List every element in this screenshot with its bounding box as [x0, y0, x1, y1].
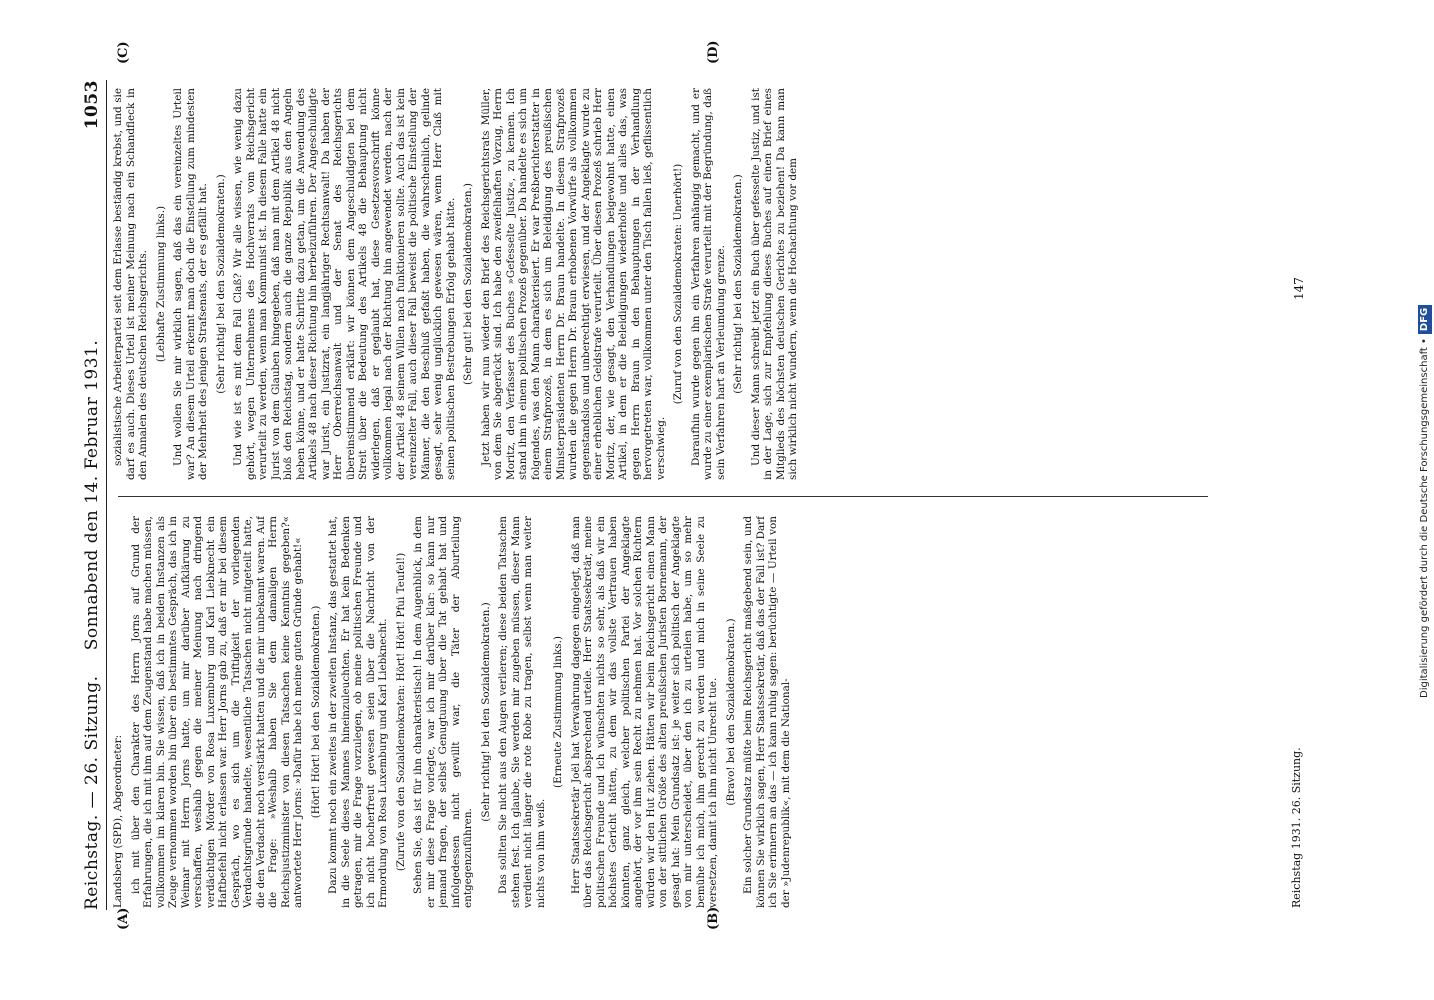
- dfg-badge: DFG: [1418, 305, 1432, 334]
- paragraph: Jetzt haben wir nun wieder den Brief des Reichsgerichtsrats Müller, von dem Sie abgerückt sind. Ich habe den zweifelhaften Vorzug, Herrn Moritz, den Verfasser des Buches »Gefesselte Justiz«, zu kennen. Ich stand ihm in einem politischen Prozeß gegenüber. Da handelte es sich um folgendes, was den Mann charakterisiert. Er war Preßberichterstatter in einem Strafprozeß, in dem es sich um Beleidigung des preußischen Ministerpräsidenten Herrn Dr. Braun handelte. In diesem Strafprozeß wurden die gegen Herrn Dr. Braun erhobenen Vorwürfe als vollkommen gegenstandslos und unberechtigt erwiesen, und der Angeklagte wurde zu einer erheblichen Geldstrafe verurteilt. Über diesen Prozeß schrieb Herr Moritz, der, wie gesagt, den Verhandlungen beigewohnt hatte, einen Artikel, in dem er die Beleidigungen wiederholte und alles das, was gegen Herrn Braun in den Behauptungen in der Verhandlung hervorgetreten war, vollkommen unter den Tisch fallen ließ, geflissentlich verschwieg.: [479, 88, 667, 480]
- interjection: (Sehr richtig! bei den Sozialdemokraten.): [214, 174, 227, 394]
- interjection: (Sehr richtig! bei den Sozialdemokraten.): [479, 602, 492, 822]
- paragraph: Dazu kommt noch ein zweites in der zweiten Instanz, das gestattet hat, in die Seele dieses Mannes hineinzuleuchten. Er hat kein Bedenken getragen, mir die Frage vorzulegen, ob meine politischen Freunde und ich nicht hocherfreut gewesen seien über die Nachricht von der Ermordung von Rosa Luxemburg und Karl Liebknecht.: [327, 516, 389, 908]
- paragraph: ich mit über den Charakter des Herrn Jorns auf Grund der Erfahrungen, die ich mit ihm auf dem Zeugenstand habe machen müssen, vollkommen im klaren bin. Sie wissen, daß ich in beiden Instanzen als Zeuge vernommen worden bin über ein bestimmtes Gespräch, das ich in Weimar mit Herrn Jorns hatte, um mir darüber Aufklärung zu verschaffen, weshalb gegen die meiner Meinung nach dringend verdächtigen Mörder von Rosa Luxemburg und Karl Liebknecht ein Haftbefehl nicht erlassen war. Herr Jorns gab zu, daß er mir bei diesem Gespräch, wo es sich um die Triftigkeit der vorliegenden Verdachtsgründe handelte, wesentliche Tatsachen nicht mitgeteilt hatte, die den Verdacht noch verstärkt hatten und die mir unbekannt waren. Auf die Frage: »Weshalb haben Sie dem damaligen Herrn Reichsjustizminister von diesen Tatsachen keine Kenntnis gegeben?« antwortete Herr Jorns: »Dafür habe ich meine guten Gründe gehabt!«: [129, 516, 304, 908]
- margin-marker-a: (A): [116, 907, 131, 930]
- interjection: (Sehr richtig! bei den Sozialdemokraten.): [732, 174, 744, 394]
- paragraph: Und wollen Sie mir wirklich sagen, daß das ein vereinzeltes Urteil war? An diesem Urteil erkennt man doch die Einstellung zum mindesten der Mehrheit des jenigen Strafsenats, der es gefällt hat.: [172, 88, 209, 480]
- side-credit: [1418, 8, 1432, 698]
- interjection: (Erneute Zustimmung links.): [552, 636, 564, 788]
- credit-text: Digitalisierung gefördert durch die Deutsche Forschungsgemeinschaft •: [1419, 338, 1430, 698]
- paragraph: sozialistische Arbeiterpartei seit dem Erlasse beständig krebst, und sie darf es auch. Dieses Urteil ist meiner Meinung nach ein Schandfleck in den Annalen des deutschen Reichsgerichts.: [112, 88, 149, 480]
- paragraph: Und wie ist es mit dem Fall Claß? Wir alle wissen, wie wenig dazu gehört, wegen Unternehmens des Hochverrats vom Reichsgericht verurteilt zu werden, wenn man Kommunist ist. In diesem Falle hatte ein Jurist von dem Glauben hingegeben, daß man mit dem Artikel 48 nicht bloß den Reichstag, sondern auch die ganze Republik aus den Angeln heben könne, und er hatte Schritte dazu getan, um die Anwendung des Artikels 48 nach dieser Richtung hin herbeizuführen. Der Angeschuldigte war Jurist, ein Justizrat, ein langjähriger Rechtsanwalt! Da haben der Herr Oberreichsanwalt und der Senat des Reichsgerichts übereinstimmend erklärt: wir können dem Angeschuldigten bei dem Streit über die Bedeutung des Artikels 48 die Behauptung nicht widerlegen, daß er geglaubt hat, diese Gesetzesvorschrift könne vollkommen legal nach der Richtung hin angewendet werden, nach der der Artikel 48 seinem Willen nach funktionieren sollte. Auch das ist kein vereinzelter Fall, auch dieser Fall beweist die politische Einstellung der Männer, die den Beschluß gefaßt haben, die wahrscheinlich, gelinde gesagt, sehr wenig unglücklich gewesen wären, wenn Herr Claß mit seinen politischen Bestrebungen Erfolg gehabt hätte.: [232, 88, 457, 480]
- left-column: [112, 516, 1282, 908]
- paragraph: Herr Staatssekretär Joël hat Verwahrung dagegen eingelegt, daß man über das Reichsgericht absprechend urteile. Herr Staatssekretär, meine politischen Freunde und ich wünschten nichts so sehr, als daß wir ein höchstes Gericht hätten, zu dem wir das vollste Vertrauen haben könnten, ganz gleich, welcher politischen Partei der Angeklagte angehört, der vor ihm sein Recht zu nehmen hat. Vor solchen Richtern würden wir den Hut ziehen. Hätten wir beim Reichsgericht einen Mann von der sittlichen Größe des alten preußischen Juristen Bornemann, der gesagt hat: Mein Grundsatz ist: je weiter sich politisch der Angeklagte von mir unterscheidet, über den ich zu urteilen habe, um so mehr bemühe ich mich, ihm gerecht zu werden und mich in seine Seele zu versetzen, damit ich ihm nicht Unrecht tue.: [569, 516, 719, 908]
- interjection: (Zuruf von den Sozialdemokraten: Unerhört!): [672, 163, 684, 405]
- header-date: Sonnabend den 14. Februar 1931.: [82, 339, 102, 651]
- header-session: Reichstag. — 26. Sitzung.: [82, 675, 102, 910]
- header-rule: [106, 80, 107, 910]
- paragraph: Ein solcher Grundsatz müßte beim Reichsgericht maßgebend sein, und können Sie wirklich sagen, Herr Staatssekretär, daß das der Fall ist? Darf ich Sie erinnern an das — ich kann ruhig sagen: berüchtigte — Urteil von der »Judenrepublik«, mit dem die National-: [742, 516, 792, 908]
- interjection: (Sehr gut! bei den Sozialdemokraten.): [462, 183, 474, 385]
- margin-marker-b: (B): [706, 906, 721, 930]
- footer-page-number: 147: [1292, 277, 1306, 300]
- page-header: [82, 80, 106, 910]
- column-divider: [118, 496, 1208, 497]
- speaker-line: Landsberg (SPD), Abgeordneter:: [112, 734, 124, 908]
- interjection: (Zurufe von den Sozialdemokraten: Hört! Hört! Pfui Teufel!): [394, 552, 407, 872]
- interjection: (Lebhafte Zustimmung links.): [154, 205, 167, 363]
- margin-marker-d: (D): [706, 40, 721, 64]
- paragraph: Daraufhin wurde gegen ihn ein Verfahren anhängig gemacht, und er wurde zu einer exemplarischen Strafe verurteilt mit der Begründung, daß sein Verfahren hart an Verleumdung grenze.: [689, 88, 727, 480]
- right-column: [112, 88, 1282, 480]
- interjection: (Bravo! bei den Sozialdemokraten.): [724, 618, 737, 806]
- paragraph: Und dieser Mann schreibt jetzt ein Buch über gefesselte Justiz, und ist in der Lage, sich zur Empfehlung dieses Buches auf einen Brief eines Mitglieds des höchsten deutschen Gerichtes zu beziehen! Da kann man sich wirklich nicht wundern, wenn die Hochachtung vor dem: [749, 88, 799, 480]
- interjection: (Hört! Hört! bei den Sozialdemokraten.): [309, 605, 322, 819]
- header-page-number: 1053: [82, 80, 102, 130]
- margin-marker-c: (C): [116, 41, 131, 64]
- paragraph: Das sollten Sie nicht aus den Augen verlieren; diese beiden Tatsachen stehen fest. Ich glaube, Sie werden mir zugeben müssen, dieser Mann verdient nicht länger die rote Robe zu tragen, selbst wenn man weiter nichts von ihm weiß.: [497, 516, 547, 908]
- paragraph: Sehen Sie, das ist für ihn charakteristisch! In dem Augenblick, in dem er mir diese Frage vorlegte, war ich mir darüber klar: so kann nur jemand fragen, der selbst Genugtuung über die Tat gehabt hat und infolgedessen nicht gewillt war, die Täter der Aburteilung entgegenzuführen.: [412, 516, 474, 908]
- footer-publication: Reichstag 1931. 26. Sitzung.: [1290, 747, 1303, 908]
